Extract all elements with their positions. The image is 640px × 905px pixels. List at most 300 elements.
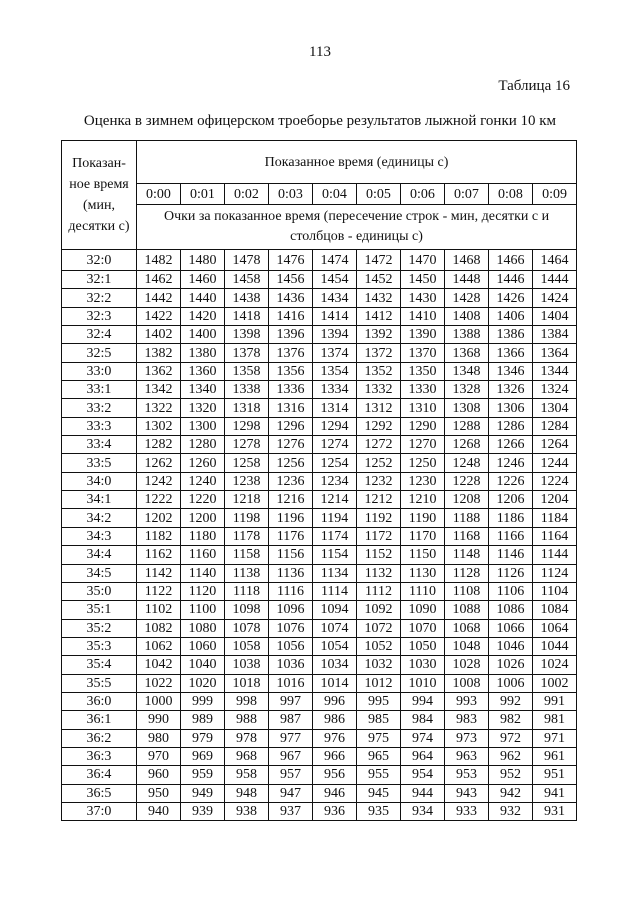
- score-cell: 1316: [269, 399, 313, 417]
- score-cell: 1420: [181, 307, 225, 325]
- score-cell: 1058: [225, 637, 269, 655]
- table-row: [62, 250, 577, 271]
- score-cell: 995: [357, 692, 401, 710]
- unit-column-header: 0:00: [137, 184, 181, 205]
- score-cell: 1396: [269, 326, 313, 344]
- score-cell: 1246: [489, 454, 533, 472]
- score-cell: 1478: [225, 250, 269, 271]
- score-cell: 1062: [137, 637, 181, 655]
- score-cell: 1020: [181, 674, 225, 692]
- score-cell: 1298: [225, 417, 269, 435]
- score-cell: 1186: [489, 509, 533, 527]
- row-label: 33:1: [62, 381, 137, 399]
- score-cell: 1304: [533, 399, 577, 417]
- table-row: [62, 766, 577, 784]
- score-cell: 994: [401, 692, 445, 710]
- score-cell: 1464: [533, 250, 577, 271]
- unit-columns-row: [62, 184, 577, 205]
- score-cell: 991: [533, 692, 577, 710]
- unit-column-header: 0:04: [313, 184, 357, 205]
- score-cell: 1370: [401, 344, 445, 362]
- score-cell: 1392: [357, 326, 401, 344]
- score-cell: 1032: [357, 656, 401, 674]
- score-cell: 1254: [313, 454, 357, 472]
- score-cell: 1044: [533, 637, 577, 655]
- score-cell: 969: [181, 747, 225, 765]
- score-cell: 1060: [181, 637, 225, 655]
- score-cell: 1302: [137, 417, 181, 435]
- score-cell: 949: [181, 784, 225, 802]
- row-label: 33:5: [62, 454, 137, 472]
- row-label: 33:4: [62, 436, 137, 454]
- unit-column-header: 0:01: [181, 184, 225, 205]
- score-cell: 1272: [357, 436, 401, 454]
- score-cell: 1374: [313, 344, 357, 362]
- score-cell: 1346: [489, 362, 533, 380]
- table-caption: Оценка в зимнем офицерском троеборье результатов лыжной гонки 10 км: [83, 113, 557, 129]
- score-cell: 993: [445, 692, 489, 710]
- score-cell: 1406: [489, 307, 533, 325]
- score-cell: 984: [401, 711, 445, 729]
- score-cell: 1160: [181, 546, 225, 564]
- table-row: [62, 399, 577, 417]
- score-cell: 1330: [401, 381, 445, 399]
- score-cell: 1480: [181, 250, 225, 271]
- score-cell: 1326: [489, 381, 533, 399]
- score-cell: 1180: [181, 527, 225, 545]
- table-row: [62, 582, 577, 600]
- table-row: [62, 491, 577, 509]
- score-cell: 1130: [401, 564, 445, 582]
- score-cell: 1124: [533, 564, 577, 582]
- table-row: [62, 436, 577, 454]
- score-cell: 1194: [313, 509, 357, 527]
- score-cell: 964: [401, 747, 445, 765]
- score-cell: 1182: [137, 527, 181, 545]
- score-cell: 1468: [445, 250, 489, 271]
- score-cell: 1266: [489, 436, 533, 454]
- score-cell: 1232: [357, 472, 401, 490]
- score-cell: 990: [137, 711, 181, 729]
- score-cell: 1064: [533, 619, 577, 637]
- score-cell: 1076: [269, 619, 313, 637]
- score-cell: 1118: [225, 582, 269, 600]
- score-cell: 1098: [225, 601, 269, 619]
- score-cell: 1348: [445, 362, 489, 380]
- score-cell: 960: [137, 766, 181, 784]
- score-cell: 1476: [269, 250, 313, 271]
- score-cell: 1120: [181, 582, 225, 600]
- score-cell: 999: [181, 692, 225, 710]
- table-row: [62, 784, 577, 802]
- score-cell: 988: [225, 711, 269, 729]
- score-cell: 1312: [357, 399, 401, 417]
- table-row: [62, 271, 577, 289]
- score-cell: 932: [489, 802, 533, 820]
- score-cell: 1448: [445, 271, 489, 289]
- score-cell: 1356: [269, 362, 313, 380]
- row-label: 35:4: [62, 656, 137, 674]
- score-cell: 1170: [401, 527, 445, 545]
- score-cell: 1034: [313, 656, 357, 674]
- score-cell: 931: [533, 802, 577, 820]
- score-cell: 1144: [533, 546, 577, 564]
- score-cell: 1046: [489, 637, 533, 655]
- score-cell: 1216: [269, 491, 313, 509]
- score-cell: 1212: [357, 491, 401, 509]
- table-row: [62, 564, 577, 582]
- score-cell: 992: [489, 692, 533, 710]
- score-cell: 1142: [137, 564, 181, 582]
- row-label: 34:4: [62, 546, 137, 564]
- score-cell: 1440: [181, 289, 225, 307]
- score-cell: 1048: [445, 637, 489, 655]
- score-cell: 1452: [357, 271, 401, 289]
- score-cell: 1264: [533, 436, 577, 454]
- score-cell: 1162: [137, 546, 181, 564]
- score-cell: 1256: [269, 454, 313, 472]
- score-cell: 943: [445, 784, 489, 802]
- score-cell: 971: [533, 729, 577, 747]
- score-cell: 938: [225, 802, 269, 820]
- score-cell: 1450: [401, 271, 445, 289]
- score-cell: 1158: [225, 546, 269, 564]
- corner-header: Показан-ное время (мин, десятки с): [62, 141, 137, 250]
- score-cell: 1424: [533, 289, 577, 307]
- score-cell: 1426: [489, 289, 533, 307]
- score-cell: 1128: [445, 564, 489, 582]
- score-cell: 958: [225, 766, 269, 784]
- page-number: 113: [309, 44, 331, 60]
- score-cell: 1006: [489, 674, 533, 692]
- row-label: 32:4: [62, 326, 137, 344]
- score-cell: 1202: [137, 509, 181, 527]
- score-cell: 1250: [401, 454, 445, 472]
- table-row: [62, 381, 577, 399]
- score-cell: 1140: [181, 564, 225, 582]
- score-cell: 948: [225, 784, 269, 802]
- row-label: 33:0: [62, 362, 137, 380]
- score-cell: 1100: [181, 601, 225, 619]
- score-cell: 1286: [489, 417, 533, 435]
- unit-column-header: 0:05: [357, 184, 401, 205]
- score-cell: 1056: [269, 637, 313, 655]
- score-cell: 1444: [533, 271, 577, 289]
- row-label: 35:2: [62, 619, 137, 637]
- score-cell: 1418: [225, 307, 269, 325]
- score-cell: 1270: [401, 436, 445, 454]
- score-cell: 1284: [533, 417, 577, 435]
- table-row: [62, 674, 577, 692]
- table-row: [62, 747, 577, 765]
- score-cell: 1074: [313, 619, 357, 637]
- score-cell: 1296: [269, 417, 313, 435]
- score-cell: 1314: [313, 399, 357, 417]
- score-cell: 1390: [401, 326, 445, 344]
- table-row: [62, 326, 577, 344]
- time-header: Показанное время (единицы с): [137, 141, 577, 184]
- score-cell: 963: [445, 747, 489, 765]
- score-cell: 955: [357, 766, 401, 784]
- score-cell: 962: [489, 747, 533, 765]
- row-label: 33:3: [62, 417, 137, 435]
- score-cell: 977: [269, 729, 313, 747]
- score-cell: 937: [269, 802, 313, 820]
- table-row: [62, 289, 577, 307]
- score-cell: 1082: [137, 619, 181, 637]
- table-row: [62, 711, 577, 729]
- score-cell: 1244: [533, 454, 577, 472]
- score-cell: 1442: [137, 289, 181, 307]
- score-cell: 1404: [533, 307, 577, 325]
- unit-column-header: 0:03: [269, 184, 313, 205]
- score-cell: 1382: [137, 344, 181, 362]
- score-cell: 1084: [533, 601, 577, 619]
- score-cell: 1126: [489, 564, 533, 582]
- score-cell: 1226: [489, 472, 533, 490]
- row-label: 36:0: [62, 692, 137, 710]
- score-cell: 953: [445, 766, 489, 784]
- score-cell: 1196: [269, 509, 313, 527]
- score-cell: 1466: [489, 250, 533, 271]
- score-cell: 933: [445, 802, 489, 820]
- score-cell: 1414: [313, 307, 357, 325]
- row-label: 34:3: [62, 527, 137, 545]
- score-cell: 1446: [489, 271, 533, 289]
- score-cell: 1342: [137, 381, 181, 399]
- score-cell: 1192: [357, 509, 401, 527]
- score-cell: 1306: [489, 399, 533, 417]
- row-label: 36:2: [62, 729, 137, 747]
- score-cell: 954: [401, 766, 445, 784]
- score-cell: 1012: [357, 674, 401, 692]
- score-cell: 1014: [313, 674, 357, 692]
- score-cell: 1242: [137, 472, 181, 490]
- score-cell: 1238: [225, 472, 269, 490]
- row-label: 32:3: [62, 307, 137, 325]
- score-cell: 979: [181, 729, 225, 747]
- score-cell: 998: [225, 692, 269, 710]
- score-cell: 987: [269, 711, 313, 729]
- score-cell: 981: [533, 711, 577, 729]
- score-cell: 936: [313, 802, 357, 820]
- table-row: [62, 472, 577, 490]
- score-cell: 1228: [445, 472, 489, 490]
- score-cell: 1384: [533, 326, 577, 344]
- score-cell: 1002: [533, 674, 577, 692]
- table-row: [62, 729, 577, 747]
- score-cell: 1136: [269, 564, 313, 582]
- table-row: [62, 454, 577, 472]
- score-cell: 1208: [445, 491, 489, 509]
- score-cell: 1106: [489, 582, 533, 600]
- score-cell: 1036: [269, 656, 313, 674]
- table-row: [62, 601, 577, 619]
- score-cell: 1308: [445, 399, 489, 417]
- row-label: 34:5: [62, 564, 137, 582]
- score-cell: 974: [401, 729, 445, 747]
- table-label: Таблица 16: [498, 78, 570, 94]
- score-cell: 1248: [445, 454, 489, 472]
- score-cell: 1358: [225, 362, 269, 380]
- score-cell: 1432: [357, 289, 401, 307]
- score-cell: 1394: [313, 326, 357, 344]
- score-cell: 1282: [137, 436, 181, 454]
- score-cell: 1318: [225, 399, 269, 417]
- score-cell: 1168: [445, 527, 489, 545]
- score-cell: 1088: [445, 601, 489, 619]
- points-header: Очки за показанное время (пересечение строк - мин, десятки с и столбцов - единицы с): [137, 205, 577, 250]
- score-cell: 1184: [533, 509, 577, 527]
- score-cell: 1364: [533, 344, 577, 362]
- score-cell: 1274: [313, 436, 357, 454]
- score-cell: 966: [313, 747, 357, 765]
- score-cell: 1172: [357, 527, 401, 545]
- row-label: 32:2: [62, 289, 137, 307]
- row-label: 36:3: [62, 747, 137, 765]
- score-cell: 957: [269, 766, 313, 784]
- score-cell: 1114: [313, 582, 357, 600]
- score-cell: 1222: [137, 491, 181, 509]
- score-cell: 1028: [445, 656, 489, 674]
- score-cell: 1042: [137, 656, 181, 674]
- score-cell: 1332: [357, 381, 401, 399]
- row-label: 35:5: [62, 674, 137, 692]
- score-cell: 1236: [269, 472, 313, 490]
- row-label: 34:1: [62, 491, 137, 509]
- table-row: [62, 692, 577, 710]
- score-cell: 1052: [357, 637, 401, 655]
- score-cell: 1366: [489, 344, 533, 362]
- score-cell: 1252: [357, 454, 401, 472]
- score-cell: 1278: [225, 436, 269, 454]
- score-cell: 1352: [357, 362, 401, 380]
- score-cell: 1340: [181, 381, 225, 399]
- score-cell: 1178: [225, 527, 269, 545]
- row-label: 34:0: [62, 472, 137, 490]
- score-cell: 1134: [313, 564, 357, 582]
- score-cell: 1290: [401, 417, 445, 435]
- score-cell: 1368: [445, 344, 489, 362]
- score-cell: 989: [181, 711, 225, 729]
- score-cell: 1148: [445, 546, 489, 564]
- score-cell: 1230: [401, 472, 445, 490]
- score-cell: 1070: [401, 619, 445, 637]
- score-cell: 1102: [137, 601, 181, 619]
- row-label: 36:1: [62, 711, 137, 729]
- row-label: 36:5: [62, 784, 137, 802]
- row-label: 36:4: [62, 766, 137, 784]
- score-cell: 1268: [445, 436, 489, 454]
- score-cell: 1000: [137, 692, 181, 710]
- score-cell: 1262: [137, 454, 181, 472]
- score-cell: 944: [401, 784, 445, 802]
- score-cell: 1334: [313, 381, 357, 399]
- score-cell: 939: [181, 802, 225, 820]
- unit-column-header: 0:06: [401, 184, 445, 205]
- score-cell: 973: [445, 729, 489, 747]
- score-cell: 1338: [225, 381, 269, 399]
- score-cell: 982: [489, 711, 533, 729]
- score-cell: 1408: [445, 307, 489, 325]
- score-cell: 1344: [533, 362, 577, 380]
- score-cell: 1122: [137, 582, 181, 600]
- table-row: [62, 637, 577, 655]
- score-cell: 1146: [489, 546, 533, 564]
- score-cell: 1354: [313, 362, 357, 380]
- score-cell: 1030: [401, 656, 445, 674]
- score-cell: 1080: [181, 619, 225, 637]
- score-cell: 1410: [401, 307, 445, 325]
- score-cell: 1474: [313, 250, 357, 271]
- score-cell: 1378: [225, 344, 269, 362]
- score-cell: 1288: [445, 417, 489, 435]
- score-cell: 1454: [313, 271, 357, 289]
- score-cell: 1040: [181, 656, 225, 674]
- score-cell: 1234: [313, 472, 357, 490]
- table-row: [62, 527, 577, 545]
- row-label: 32:5: [62, 344, 137, 362]
- score-cell: 1068: [445, 619, 489, 637]
- score-cell: 1322: [137, 399, 181, 417]
- score-cell: 1438: [225, 289, 269, 307]
- score-cell: 1090: [401, 601, 445, 619]
- table-body: [62, 250, 577, 821]
- score-cell: 961: [533, 747, 577, 765]
- score-cell: 1294: [313, 417, 357, 435]
- table-row: [62, 307, 577, 325]
- score-cell: 1458: [225, 271, 269, 289]
- row-label: 33:2: [62, 399, 137, 417]
- score-cell: 1310: [401, 399, 445, 417]
- score-cell: 1428: [445, 289, 489, 307]
- score-cell: 996: [313, 692, 357, 710]
- score-cell: 946: [313, 784, 357, 802]
- score-cell: 1218: [225, 491, 269, 509]
- score-cell: 1400: [181, 326, 225, 344]
- score-cell: 1214: [313, 491, 357, 509]
- score-cell: 934: [401, 802, 445, 820]
- table-row: [62, 417, 577, 435]
- score-cell: 1110: [401, 582, 445, 600]
- score-cell: 952: [489, 766, 533, 784]
- score-cell: 1350: [401, 362, 445, 380]
- row-label: 37:0: [62, 802, 137, 820]
- score-cell: 1198: [225, 509, 269, 527]
- score-cell: 947: [269, 784, 313, 802]
- score-cell: 1050: [401, 637, 445, 655]
- score-cell: 959: [181, 766, 225, 784]
- score-cell: 1112: [357, 582, 401, 600]
- score-cell: 942: [489, 784, 533, 802]
- table-row: [62, 802, 577, 820]
- score-cell: 1164: [533, 527, 577, 545]
- score-cell: 1376: [269, 344, 313, 362]
- score-cell: 1190: [401, 509, 445, 527]
- score-cell: 1200: [181, 509, 225, 527]
- score-cell: 1240: [181, 472, 225, 490]
- score-cell: 951: [533, 766, 577, 784]
- score-cell: 1206: [489, 491, 533, 509]
- score-cell: 1462: [137, 271, 181, 289]
- score-cell: 1022: [137, 674, 181, 692]
- score-cell: 985: [357, 711, 401, 729]
- score-cell: 1260: [181, 454, 225, 472]
- table-row: [62, 509, 577, 527]
- score-cell: 1388: [445, 326, 489, 344]
- score-cell: 967: [269, 747, 313, 765]
- score-cell: 1430: [401, 289, 445, 307]
